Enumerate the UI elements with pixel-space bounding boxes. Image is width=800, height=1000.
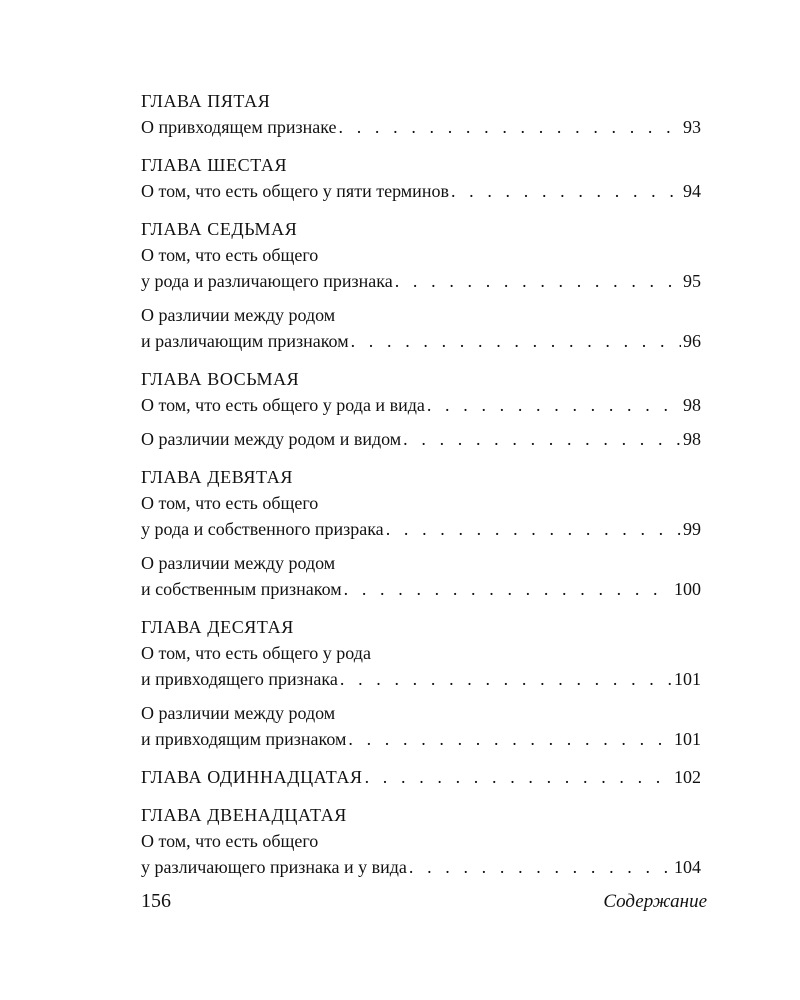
entry-title: О том, что есть общего у пяти терминов	[141, 181, 449, 201]
chapter-heading: ГЛАВА СЕДЬМАЯ	[141, 219, 298, 239]
page-number: 95	[683, 271, 701, 291]
page-number: 98	[683, 395, 701, 415]
chapter-heading: ГЛАВА ДВЕНАДЦАТАЯ	[141, 805, 347, 825]
chapter-heading: ГЛАВА ПЯТАЯ	[141, 91, 271, 111]
toc-entry	[141, 700, 701, 752]
entry-title-continued: у различающего признака и у вида	[141, 857, 407, 877]
dot-leader	[395, 268, 681, 294]
page-number: 99	[683, 519, 701, 539]
toc-entry	[141, 640, 701, 692]
entry-title: О том, что есть общего	[141, 245, 319, 265]
dot-leader	[339, 114, 681, 140]
page-number: 98	[683, 429, 701, 449]
entry-title: О том, что есть общего у рода	[141, 643, 371, 663]
toc-entry	[141, 828, 701, 880]
page-number: 102	[674, 767, 701, 787]
toc-entry	[141, 242, 701, 294]
toc-entry	[141, 302, 701, 354]
toc-entry	[141, 490, 701, 542]
entry-title: О различии между родом	[141, 305, 336, 325]
entry-title-continued: и собственным признаком	[141, 579, 342, 599]
table-of-contents	[141, 88, 701, 880]
chapter-heading: ГЛАВА ДЕСЯТАЯ	[141, 617, 294, 637]
toc-entry	[141, 178, 701, 204]
entry-title: О том, что есть общего	[141, 831, 319, 851]
chapter-heading: ГЛАВА ОДИННАДЦАТАЯ	[141, 767, 363, 787]
page-footer	[141, 890, 707, 913]
page-number: 93	[683, 117, 701, 137]
toc-entry	[141, 550, 701, 602]
toc-entry-chapter	[141, 764, 701, 790]
page-number: 104	[674, 857, 701, 877]
dot-leader	[427, 392, 681, 418]
dot-leader	[403, 426, 681, 452]
dot-leader	[340, 666, 672, 692]
dot-leader	[451, 178, 681, 204]
page-number: 100	[674, 579, 701, 599]
dot-leader	[386, 516, 681, 542]
running-title: Содержание	[603, 891, 707, 912]
chapter-heading: ГЛАВА ВОСЬМАЯ	[141, 369, 300, 389]
dot-leader	[348, 726, 672, 752]
entry-title-continued: и различающим признаком	[141, 331, 349, 351]
toc-entry	[141, 392, 701, 418]
entry-title-continued: и привходящего признака	[141, 669, 338, 689]
chapter-heading: ГЛАВА ШЕСТАЯ	[141, 155, 288, 175]
entry-title: О различии между родом и видом	[141, 429, 402, 449]
entry-title: О том, что есть общего у рода и вида	[141, 395, 425, 415]
page-number: 101	[674, 669, 701, 689]
page-number: 94	[683, 181, 701, 201]
page-number: 101	[674, 729, 701, 749]
entry-title: О том, что есть общего	[141, 493, 319, 513]
toc-entry	[141, 114, 701, 140]
toc-entry	[141, 426, 701, 452]
dot-leader	[344, 576, 672, 602]
entry-title-continued: у рода и собственного призрака	[141, 519, 384, 539]
dot-leader	[409, 854, 672, 880]
entry-title: О различии между родом	[141, 703, 336, 723]
dot-leader	[351, 328, 681, 354]
entry-title-continued: и привходящим признаком	[141, 729, 347, 749]
entry-title-continued: у рода и различающего признака	[141, 271, 393, 291]
entry-title: О различии между родом	[141, 553, 336, 573]
dot-leader	[365, 764, 672, 790]
chapter-heading: ГЛАВА ДЕВЯТАЯ	[141, 467, 293, 487]
page-number: 96	[683, 331, 701, 351]
folio-page-number: 156	[141, 890, 171, 912]
entry-title: О привходящем признаке	[141, 117, 337, 137]
